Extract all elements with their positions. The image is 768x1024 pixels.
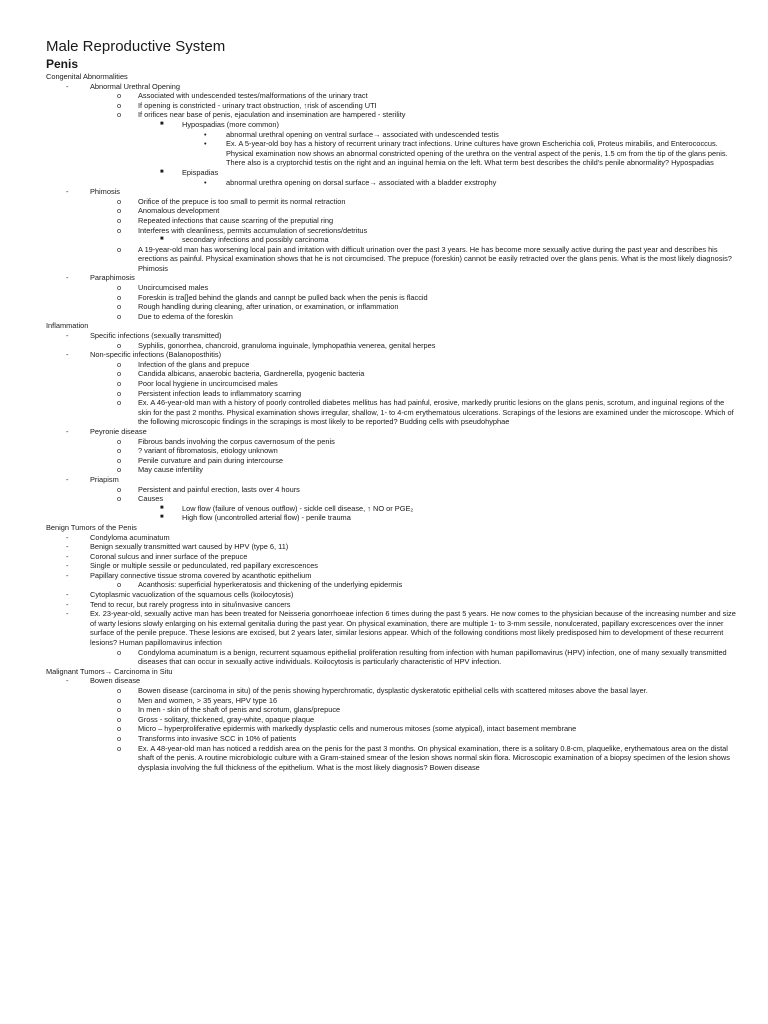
- bullet-marker: o: [117, 705, 122, 715]
- outline-item: [46, 676, 736, 686]
- outline-item: [46, 600, 736, 610]
- bullet-marker: o: [117, 215, 122, 225]
- bullet-marker: o: [117, 686, 122, 695]
- bullet-marker: o: [117, 379, 122, 388]
- outline-item: [46, 302, 736, 312]
- outline-text: Condyloma acuminatum is a benign, recurrent squamous epithelial proliferation resulting from infection with human papillomavirus (HPV) infection, one of many sexually transmitted diseases that can occur in sexually active individuals. Koilocytosis is particularly characteristic of HPV infection.: [138, 647, 727, 667]
- bullet-marker: o: [117, 283, 122, 293]
- outline-item: [46, 465, 736, 475]
- outline-item: [46, 456, 736, 466]
- outline-item: [46, 734, 736, 744]
- outline-text: Causes: [138, 494, 164, 504]
- outline-text: Non-specific infections (Balanoposthitis): [90, 350, 222, 360]
- outline-text: Benign sexually transmitted wart caused by HPV (type 6, 11): [90, 542, 289, 552]
- bullet-marker: o: [117, 580, 122, 590]
- outline-item: [46, 494, 736, 504]
- outline-text: Acanthosis: superficial hyperkeratosis and thickening of the underlying epidermis: [138, 580, 403, 590]
- bullet-marker: -: [66, 331, 69, 341]
- outline-item: [46, 91, 736, 101]
- outline-text: Poor local hygiene in uncircumcised males: [138, 379, 278, 388]
- bullet-marker: o: [117, 494, 122, 504]
- outline-text: Condyloma acuminatum: [90, 532, 170, 542]
- outline-text: A 19-year-old man has worsening local pain and irritation with difficult urination over the past 3 years. He has become more sexually active during the past year and describes his erections as painful. Physical examination shows that he is not circumcised. The prepuce (foreskin) cannot be easily retracted over the glans penis. What is the most likely diagnosis? Phimosis: [138, 244, 732, 273]
- bullet-marker: ■: [160, 514, 164, 521]
- bullet-marker: o: [117, 91, 122, 101]
- outline-text: Bowen disease (carcinoma in situ) of the penis showing hyperchromatic, dysplastic dyskeratotic epithelial cells with scattered mitoses above the basal layer.: [138, 686, 648, 695]
- outline-item: [46, 235, 736, 245]
- outline-item: [46, 533, 736, 543]
- bullet-marker: o: [117, 196, 122, 206]
- outline-item: [46, 216, 736, 226]
- outline-text: Congenital Abnormalities: [46, 72, 128, 81]
- bullet-marker: o: [117, 388, 122, 398]
- outline-item: [46, 360, 736, 370]
- outline-item: [46, 475, 736, 485]
- outline-item: [46, 437, 736, 447]
- bullet-marker: -: [66, 187, 69, 197]
- document-title: Male Reproductive System: [46, 38, 226, 55]
- bullet-marker: -: [66, 542, 69, 552]
- bullet-marker: o: [117, 436, 122, 446]
- outline-text: Penile curvature and pain during intercourse: [138, 455, 284, 465]
- outline-text: Cytoplasmic vacuolization of the squamous cells (koilocytosis): [90, 590, 294, 600]
- bullet-marker: •: [204, 139, 207, 149]
- outline-item: [46, 178, 736, 188]
- bullet-marker: o: [117, 110, 122, 120]
- outline-item: [46, 744, 736, 773]
- bullet-marker: o: [117, 340, 122, 350]
- outline-heading: [46, 667, 736, 677]
- bullet-marker: o: [117, 206, 122, 216]
- outline-item: [46, 187, 736, 197]
- outline-item: [46, 82, 736, 92]
- outline-text: Anomalous development: [138, 206, 220, 216]
- bullet-marker: -: [66, 532, 69, 542]
- bullet-marker: -: [66, 551, 69, 561]
- bullet-marker: ■: [160, 120, 164, 127]
- outline-text: If orifices near base of penis, ejaculation and insemination are hampered - sterility: [138, 110, 406, 120]
- bullet-marker: o: [117, 225, 122, 235]
- bullet-marker: o: [117, 369, 122, 379]
- bullet-marker: o: [117, 359, 122, 369]
- outline-text: Gross - solitary, thickened, gray-white, opaque plaque: [138, 714, 315, 724]
- outline-item: [46, 590, 736, 600]
- outline-heading: [46, 523, 736, 533]
- bullet-marker: o: [117, 743, 122, 753]
- outline-item: [46, 369, 736, 379]
- outline-item: [46, 273, 736, 283]
- outline-item: [46, 696, 736, 706]
- outline-text: Men and women, > 35 years, HPV type 16: [138, 695, 278, 705]
- outline-item: [46, 110, 736, 120]
- outline-item: [46, 293, 736, 303]
- bullet-marker: -: [66, 81, 69, 91]
- bullet-marker: ■: [160, 504, 164, 511]
- bullet-marker: o: [117, 465, 122, 475]
- outline-item: [46, 206, 736, 216]
- outline-item: [46, 168, 736, 178]
- outline-text: Due to edema of the foreskin: [138, 311, 233, 321]
- outline-item: [46, 197, 736, 207]
- bullet-marker: •: [204, 129, 207, 139]
- outline-text: Syphilis, gonorrhea, chancroid, granuloma inguinale, lymphopathia venerea, genital herpes: [138, 340, 436, 350]
- bullet-marker: -: [66, 474, 69, 484]
- outline-text: Benign Tumors of the Penis: [46, 522, 137, 532]
- outline-heading: [46, 72, 736, 82]
- outline-text: Tend to recur, but rarely progress into in situ/invasive cancers: [90, 599, 291, 609]
- outline-item: [46, 245, 736, 274]
- bullet-marker: -: [66, 426, 69, 436]
- section-title: Penis: [46, 57, 79, 71]
- outline-text: Coronal sulcus and inner surface of the prepuce: [90, 551, 248, 561]
- outline-item: [46, 283, 736, 293]
- outline-text: Epispadias: [182, 167, 219, 177]
- outline-text: Ex. A 46-year-old man with a history of poorly controlled diabetes mellitus has had painful, erosive, markedly pruritic lesions on the glans penis, scrotum, and inguinal regions of the skin for the past 2 months. Physical examination shows irregular, shallow, 1- to 4-cm erythematous ulcerations. Scrapings of the lesions are examined under the microscope. Which of the following microscopic findings in the scrapings is most likely to be reported? Budding cells with pseudohyphae: [138, 398, 734, 427]
- outline-item: [46, 485, 736, 495]
- outline-item: [46, 350, 736, 360]
- outline-text: May cause infertility: [138, 465, 203, 475]
- outline-text: abnormal urethral opening on ventral surface→ associated with undescended testis: [226, 129, 499, 139]
- bullet-marker: -: [66, 609, 69, 619]
- outline-item: [46, 561, 736, 571]
- bullet-marker: o: [117, 446, 122, 456]
- bullet-marker: o: [117, 647, 122, 657]
- bullet-marker: •: [204, 177, 207, 187]
- outline-text: Single or multiple sessile or pedunculated, red papillary excrescences: [90, 561, 318, 571]
- outline-item: [46, 389, 736, 399]
- bullet-marker: o: [117, 714, 122, 724]
- outline-text: Malignant Tumors→ Carcinoma in Situ: [46, 666, 173, 676]
- outline-text: Fibrous bands involving the corpus cavernosum of the penis: [138, 436, 335, 446]
- outline-heading: [46, 321, 736, 331]
- bullet-marker: -: [66, 273, 69, 283]
- bullet-marker: -: [66, 676, 69, 686]
- bullet-marker: o: [117, 244, 122, 254]
- bullet-marker: o: [117, 311, 122, 321]
- outline-item: [46, 542, 736, 552]
- outline-text: Transforms into invasive SCC in 10% of patients: [138, 733, 297, 743]
- outline-text: Foreskin is tra[]ed behind the glands and cannpt be pulled back when the penis is flaccid: [138, 292, 428, 302]
- outline-item: [46, 446, 736, 456]
- outline-item: [46, 686, 736, 696]
- bullet-marker: o: [117, 455, 122, 465]
- outline-text: In men - skin of the shaft of penis and scrotum, glans/prepuce: [138, 705, 341, 715]
- bullet-marker: o: [117, 302, 122, 312]
- outline-item: [46, 705, 736, 715]
- outline-item: [46, 609, 736, 647]
- outline-text: abnormal urethra opening on dorsal surface→ associated with a bladder exstrophy: [226, 177, 497, 187]
- outline-text: Priapism: [90, 474, 119, 484]
- bullet-marker: -: [66, 350, 69, 360]
- outline-list: [46, 72, 736, 772]
- outline-text: Orifice of the prepuce is too small to permit its normal retraction: [138, 196, 346, 206]
- outline-text: Persistent infection leads to inflammatory scarring: [138, 388, 302, 398]
- outline-text: Hypospadias (more common): [182, 119, 279, 129]
- outline-item: [46, 724, 736, 734]
- outline-item: [46, 312, 736, 322]
- outline-item: [46, 379, 736, 389]
- outline-text: Bowen disease: [90, 676, 141, 686]
- outline-text: High flow (uncontrolled arterial flow) - penile trauma: [182, 513, 351, 523]
- outline-item: [46, 571, 736, 581]
- outline-item: [46, 331, 736, 341]
- outline-item: [46, 120, 736, 130]
- bullet-marker: ■: [160, 168, 164, 175]
- outline-text: ? variant of fibromatosis, etiology unknown: [138, 446, 278, 456]
- outline-text: Papillary connective tissue stroma covered by acanthotic epithelium: [90, 570, 312, 580]
- outline-item: [46, 226, 736, 236]
- outline-item: [46, 504, 736, 514]
- outline-text: Ex. A 5-year-old boy has a history of recurrent urinary tract infections. Urine cultures have grown Escherichia coli, Proteus mirabilis, and Enterococcus. Physical examination now shows an abnormal constricted opening of the urethra on the ventral aspect of the penis, 1.5 cm from the tip of the glans penis. There also is a cryptorchid testis on the right and an inguinal hernia on the left. What term best describes the child's penile abnormality? Hypospadias: [226, 139, 728, 168]
- outline-text: Ex. 23-year-old, sexually active man has been treated for Neisseria gonorrhoeae infection 6 times during the past 5 years. He now comes to the physician because of the increasing number and size of warty lesions slowly enlarging on his external genitalia during the past year. On physical examination, there are multiple 1- to 3-mm sessile, nonulcerated, papillary excrescences over the inner surface of the penile prepuce. These lesions are excised, but 2 years later, similar lesions appear. Which of the following conditions most likely predisposed him to development of these recurrent lesions? Human papillomavirus infection: [90, 609, 736, 648]
- outline-item: [46, 427, 736, 437]
- outline-text: If opening is constricted - urinary tract obstruction, ↑risk of ascending UTI: [138, 100, 377, 110]
- bullet-marker: o: [117, 724, 122, 734]
- outline-text: Candida albicans, anaerobic bacteria, Gardnerella, pyogenic bacteria: [138, 369, 365, 379]
- bullet-marker: o: [117, 292, 122, 302]
- bullet-marker: o: [117, 733, 122, 743]
- bullet-marker: -: [66, 599, 69, 609]
- bullet-marker: o: [117, 484, 122, 494]
- outline-item: [46, 580, 736, 590]
- bullet-marker: ■: [160, 236, 164, 243]
- bullet-marker: -: [66, 561, 69, 571]
- outline-item: [46, 398, 736, 427]
- outline-text: Inflammation: [46, 321, 89, 331]
- outline-text: Phimosis: [90, 187, 120, 197]
- outline-item: [46, 513, 736, 523]
- document-page: [46, 38, 736, 772]
- outline-item: [46, 130, 736, 140]
- outline-text: Low flow (failure of venous outflow) - sickle cell disease, ↑ NO or PGE₂: [182, 503, 414, 513]
- outline-text: Rough handling during cleaning, after urination, or examination, or inflammation: [138, 302, 399, 312]
- bullet-marker: -: [66, 590, 69, 600]
- outline-text: Paraphimosis: [90, 273, 135, 283]
- outline-text: Infection of the glans and prepuce: [138, 359, 250, 369]
- outline-text: Specific infections (sexually transmitted): [90, 331, 222, 341]
- outline-item: [46, 341, 736, 351]
- outline-item: [46, 715, 736, 725]
- outline-text: Persistent and painful erection, lasts over 4 hours: [138, 484, 300, 494]
- outline-text: Uncircumcised males: [138, 283, 209, 293]
- outline-text: Associated with undescended testes/malformations of the urinary tract: [138, 91, 368, 101]
- bullet-marker: -: [66, 570, 69, 580]
- outline-item: [46, 552, 736, 562]
- outline-text: Micro – hyperproliferative epidermis with markedly dysplastic cells and numerous mitoses (some atypical), intact basement membrane: [138, 724, 577, 734]
- outline-text: Repeated infections that cause scarring of the preputial ring: [138, 215, 334, 225]
- outline-text: Abnormal Urethral Opening: [90, 81, 180, 91]
- bullet-marker: o: [117, 398, 122, 408]
- outline-text: Interferes with cleanliness, permits accumulation of secretions/detritus: [138, 225, 368, 235]
- outline-text: secondary infections and possibly carcinoma: [182, 235, 329, 245]
- outline-item: [46, 139, 736, 168]
- outline-item: [46, 648, 736, 667]
- bullet-marker: o: [117, 695, 122, 705]
- outline-text: Ex. A 48-year-old man has noticed a reddish area on the penis for the past 3 months. On physical examination, there is a solitary 0.8-cm, plaquelike, erythematous area on the distal shaft of the penis. A routine microbiologic culture with a Gram-stained smear of the lesion shows normal skin flora. Microscopic examination of a biopsy specimen of the lesion shows dysplasia involving the full thickness of the epithelium. What is the most likely diagnosis? Bowen disease: [138, 743, 730, 772]
- outline-text: Peyronie disease: [90, 426, 147, 436]
- bullet-marker: o: [117, 100, 122, 110]
- outline-item: [46, 101, 736, 111]
